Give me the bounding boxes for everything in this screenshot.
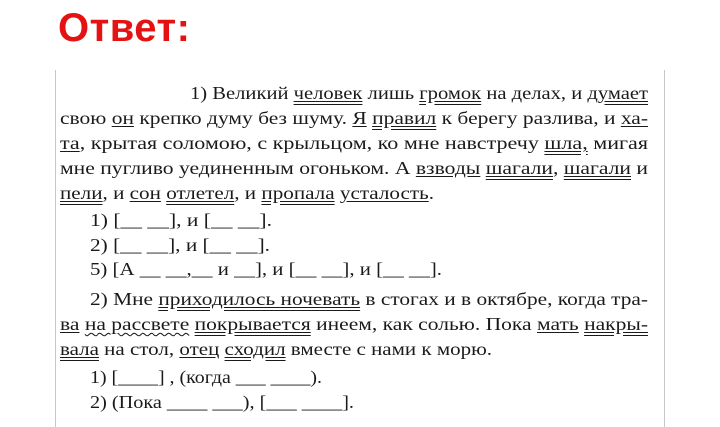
text-segment: 2) [__ __], и [__ __]. (90, 235, 270, 255)
underlined-word: он (111, 108, 134, 128)
text-segment: . (428, 183, 435, 203)
text-segment: , и (234, 183, 262, 203)
text-segment: 1) [__ __], и [__ __]. (90, 210, 272, 230)
underlined-word: сон (129, 183, 161, 203)
underlined-word: вала (60, 339, 99, 359)
text-line (90, 367, 322, 387)
underlined-word: взводы (415, 158, 481, 178)
text-segment: , (552, 158, 564, 178)
underlined-word: пропала (261, 183, 335, 203)
text-segment: 5) [А __ __,__ и __], и [__ __], и [__ __]. (90, 259, 443, 279)
underlined-word: сходил (224, 339, 286, 359)
text-segment: крепко думу без шуму. (133, 108, 353, 128)
text-line (60, 158, 648, 178)
text-segment: 2) (Пока ____ ___), [___ ____]. (90, 392, 354, 412)
text-line (90, 289, 648, 309)
text-line (90, 259, 442, 279)
text-segment: 1) Великий (190, 83, 294, 103)
text-segment: инеем, как солью. Пока (310, 314, 537, 334)
text-segment: , крытая соломою, с крыльцом, ко мне навстречу (79, 133, 545, 153)
page-border-right (664, 70, 665, 427)
text-segment: вместе с нами к морю. (285, 339, 493, 359)
underlined-word: пели (60, 183, 103, 203)
text-segment: в стогах и в октябре, когда тра- (360, 289, 649, 309)
underlined-word: Я (352, 108, 367, 128)
text-segment: на стол, (98, 339, 180, 359)
underlined-word: покрывается (194, 314, 311, 334)
underlined-word: мать (536, 314, 579, 334)
underlined-word: громок (419, 83, 482, 103)
text-segment: мигая (587, 133, 648, 153)
underlined-word: ха- (620, 108, 649, 128)
text-segment: свою (60, 108, 112, 128)
underlined-word: отлетел (166, 183, 235, 203)
text-line (60, 339, 492, 359)
text-segment: 2) Мне (90, 289, 159, 309)
text-line (90, 210, 272, 230)
underlined-word: человек (293, 83, 363, 103)
text-segment: лишь (362, 83, 420, 103)
text-line (60, 133, 648, 153)
text-line (190, 83, 648, 103)
text-segment: на делах, и (481, 83, 588, 103)
underlined-word: та (60, 133, 80, 153)
text-segment: 1) [____] , (когда ___ ____). (90, 367, 322, 387)
text-line (60, 183, 434, 203)
underlined-word: правил (372, 108, 437, 128)
text-segment: , и (102, 183, 130, 203)
underlined-word: накры- (584, 314, 649, 334)
underlined-word: отец (179, 339, 220, 359)
underlined-word: шла, (544, 133, 588, 153)
underlined-word: ва (60, 314, 80, 334)
text-segment: мне пугливо уединенным огоньком. А (60, 158, 416, 178)
text-segment: к берегу разлива, и (436, 108, 621, 128)
page-border-left (55, 70, 56, 427)
underlined-word: шагали (563, 158, 632, 178)
underlined-word: на рассвете (84, 314, 190, 334)
underlined-word: приходилось ночевать (158, 289, 361, 309)
underlined-word: шагали (485, 158, 553, 178)
underlined-word: думает (587, 83, 649, 103)
underlined-word: усталость (339, 183, 429, 203)
answer-title: Ответ: (58, 6, 191, 50)
text-line (60, 108, 648, 128)
text-line (90, 235, 270, 255)
text-line (90, 392, 354, 412)
text-line (60, 314, 648, 334)
text-segment: и (631, 158, 648, 178)
